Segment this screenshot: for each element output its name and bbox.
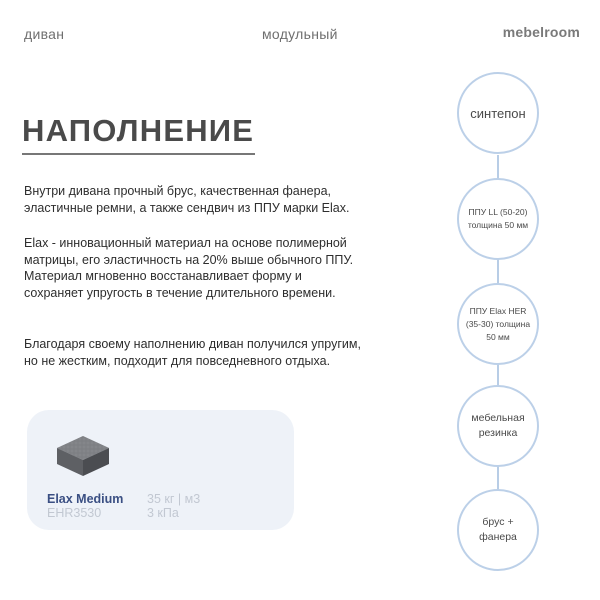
description-paragraph-comfort: Благодаря своему наполнению диван получился упругим, но не жестким, подходит для повседневного отдыха.	[24, 337, 361, 368]
layer-circle-beam-plywood	[457, 489, 539, 571]
layer-label: брус + фанера	[479, 516, 517, 543]
category-label: диван	[24, 26, 65, 42]
material-card	[27, 410, 294, 530]
material-density: 35 кг | м3	[147, 492, 201, 506]
layer-label: синтепон	[470, 105, 526, 121]
description-paragraph-elax: Elax - инновационный материал на основе полимерной матрицы, его эластичность на 20% выше обычного ППУ. Материал мгновенно восстанавливает форму и сохраняет упругость в течение длительного времени.	[24, 236, 354, 300]
layer-circle-ppu-elax	[457, 283, 539, 365]
layer-circle-ppu-ll	[457, 178, 539, 260]
layer-circle-furniture-belt	[457, 385, 539, 467]
foam-block-icon	[55, 434, 111, 478]
description-paragraph-structure: Внутри дивана прочный брус, качественная фанера, эластичные ремни, а также сендвич из ППУ марки Elax.	[24, 184, 350, 215]
layer-label: ППУ Elax HER (35-30) толщина 50 мм	[465, 305, 531, 342]
layer-circle-sintepon	[457, 72, 539, 154]
material-name: Elax Medium	[47, 492, 124, 506]
page-title: НАПОЛНЕНИЕ	[22, 113, 255, 148]
brand-logo: mebelroom	[502, 24, 580, 40]
subcategory-label: модульный	[262, 26, 338, 42]
layer-label: мебельная резинка	[471, 412, 525, 439]
layer-label: ППУ LL (50-20) толщина 50 мм	[467, 207, 529, 230]
material-code: EHR3530	[47, 506, 102, 520]
material-pressure: 3 кПа	[147, 506, 179, 520]
title-underline	[22, 153, 255, 155]
